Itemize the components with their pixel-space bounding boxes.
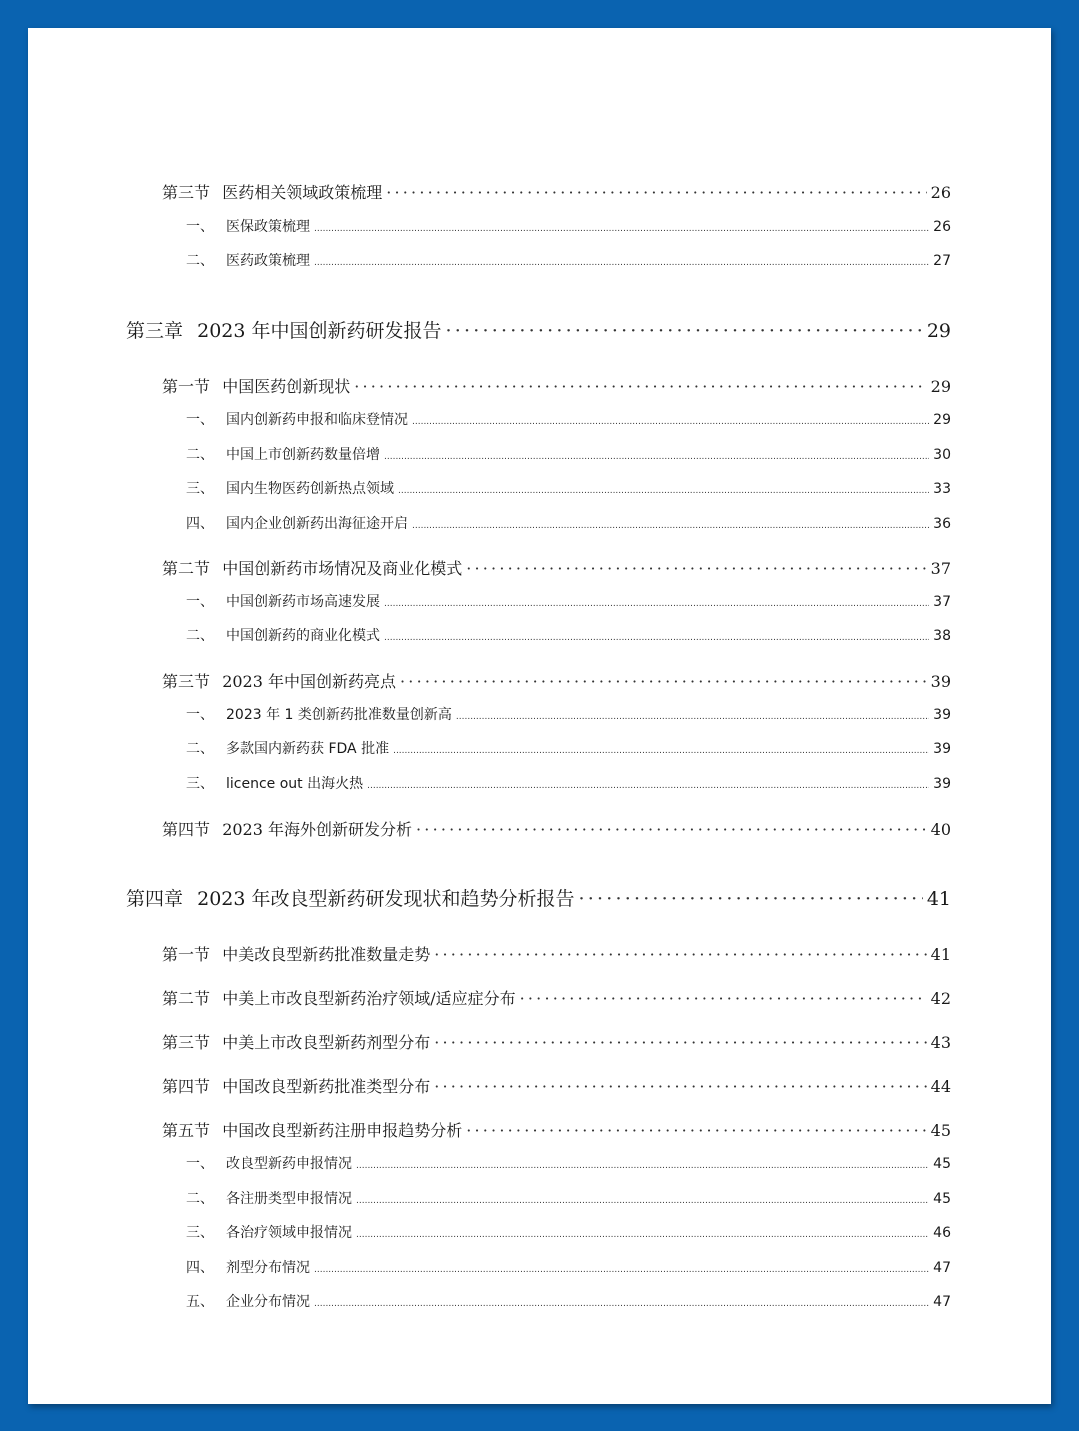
- toc-section-label: 第二节: [162, 559, 211, 578]
- toc-item-number: 一、: [186, 1156, 214, 1172]
- dot-leader: [520, 989, 927, 1008]
- toc-section[interactable]: [162, 817, 951, 840]
- toc-section-label: 第四节: [162, 1077, 211, 1096]
- toc-page-number: 26: [930, 183, 951, 202]
- toc-item-number: 二、: [186, 447, 214, 463]
- toc-entry-title: 各注册类型申报情况: [226, 1191, 352, 1207]
- toc-entry-title: 医保政策梳理: [226, 219, 310, 235]
- toc-entry-heading: [186, 216, 310, 236]
- toc-entry-heading: [186, 1291, 310, 1311]
- toc-entry-title: 国内生物医药创新热点领域: [226, 481, 394, 497]
- dot-leader: [398, 481, 929, 497]
- toc-entry-title: 中国医药创新现状: [222, 377, 351, 396]
- toc-entry-heading: [186, 773, 363, 793]
- toc-entry-title: 国内企业创新药出海征途开启: [226, 516, 408, 532]
- toc-item[interactable]: [186, 478, 951, 498]
- toc-page-number: 27: [933, 253, 951, 269]
- toc-entry-heading: [162, 1118, 462, 1141]
- toc-item-number: 一、: [186, 219, 214, 235]
- dot-leader: [356, 1225, 929, 1241]
- toc-item[interactable]: [186, 513, 951, 533]
- toc-item[interactable]: [186, 444, 951, 464]
- dot-leader: [393, 741, 929, 757]
- toc-section[interactable]: [162, 1030, 951, 1053]
- toc-entry-title: 中国改良型新药批准类型分布: [222, 1077, 431, 1096]
- dot-leader: [356, 1156, 929, 1172]
- dot-leader: [434, 945, 926, 964]
- toc-item[interactable]: [186, 409, 951, 429]
- toc-item-number: 三、: [186, 776, 214, 792]
- toc-entry-heading: [162, 1074, 430, 1097]
- dot-leader: [446, 320, 923, 342]
- toc-entry-title: 2023 年中国创新药亮点: [222, 672, 396, 691]
- toc-entry-heading: [186, 1222, 352, 1242]
- toc-entry-heading: [126, 316, 442, 343]
- dot-leader: [434, 1077, 926, 1096]
- toc-entry-title: 改良型新药申报情况: [226, 1156, 352, 1172]
- toc-entry-heading: [186, 250, 310, 270]
- dot-leader: [412, 516, 929, 532]
- toc-entry-title: 中国创新药市场高速发展: [226, 594, 380, 610]
- toc-page-number: 44: [930, 1077, 951, 1096]
- dot-leader: [386, 183, 926, 202]
- toc-page-number: 45: [933, 1191, 951, 1207]
- toc-page-number: 45: [930, 1121, 951, 1140]
- toc-chapter[interactable]: [126, 884, 951, 911]
- toc-item[interactable]: [186, 216, 951, 236]
- toc-item-number: 一、: [186, 707, 214, 723]
- dot-leader: [412, 412, 929, 428]
- toc-page-number: 42: [930, 989, 951, 1008]
- toc-entry-title: 中美上市改良型新药治疗领域/适应症分布: [222, 989, 516, 1008]
- toc-item[interactable]: [186, 1153, 951, 1173]
- toc-page-number: 41: [930, 945, 951, 964]
- toc-chapter[interactable]: [126, 316, 951, 343]
- toc-section-label: 第五节: [162, 1121, 211, 1140]
- toc-page-number: 39: [933, 707, 951, 723]
- toc-item-number: 一、: [186, 594, 214, 610]
- toc-entry-heading: [162, 180, 382, 203]
- table-of-contents: [28, 28, 1051, 1404]
- dot-leader: [314, 253, 929, 269]
- toc-entry-title: 各治疗领域申报情况: [226, 1225, 352, 1241]
- toc-item-number: 二、: [186, 1191, 214, 1207]
- toc-entry-title: 中美改良型新药批准数量走势: [222, 945, 431, 964]
- toc-page-number: 30: [933, 447, 951, 463]
- toc-entry-heading: [186, 444, 380, 464]
- toc-section-label: 第三节: [162, 672, 211, 691]
- toc-section-label: 第一节: [162, 377, 211, 396]
- toc-item-number: 二、: [186, 628, 214, 644]
- document-page: [28, 28, 1051, 1404]
- toc-entry-title: 2023 年海外创新研发分析: [222, 820, 412, 839]
- toc-page-number: 40: [930, 820, 951, 839]
- toc-entry-title: 中美上市改良型新药剂型分布: [222, 1033, 431, 1052]
- toc-section[interactable]: [162, 1118, 951, 1141]
- toc-item-number: 四、: [186, 1260, 214, 1276]
- toc-item[interactable]: [186, 704, 951, 724]
- toc-entry-title: 医药政策梳理: [226, 253, 310, 269]
- toc-page-number: 33: [933, 481, 951, 497]
- toc-item[interactable]: [186, 773, 951, 793]
- toc-entry-heading: [162, 1030, 430, 1053]
- toc-entry-title: 2023 年 1 类创新药批准数量创新高: [226, 707, 452, 723]
- toc-entry-title: 2023 年中国创新药研发报告: [197, 320, 442, 342]
- toc-section-label: 第三节: [162, 1033, 211, 1052]
- toc-entry-heading: [186, 1188, 352, 1208]
- toc-entry-heading: [186, 513, 408, 533]
- dot-leader: [579, 888, 923, 910]
- toc-item[interactable]: [186, 1188, 951, 1208]
- toc-item[interactable]: [186, 625, 951, 645]
- toc-entry-title: 剂型分布情况: [226, 1260, 310, 1276]
- dot-leader: [400, 672, 927, 691]
- toc-section[interactable]: [162, 986, 951, 1009]
- toc-item[interactable]: [186, 250, 951, 270]
- toc-page-number: 29: [933, 412, 951, 428]
- toc-page-number: 39: [933, 741, 951, 757]
- dot-leader: [314, 219, 929, 235]
- toc-entry-heading: [186, 738, 389, 758]
- toc-entry-heading: [162, 669, 396, 692]
- toc-entry-heading: [186, 409, 408, 429]
- toc-page-number: 46: [933, 1225, 951, 1241]
- toc-page-number: 36: [933, 516, 951, 532]
- toc-page-number: 45: [933, 1156, 951, 1172]
- toc-page-number: 41: [926, 888, 951, 910]
- dot-leader: [416, 820, 927, 839]
- toc-entry-heading: [162, 986, 516, 1009]
- toc-entry-heading: [186, 478, 394, 498]
- toc-entry-title: 多款国内新药获 FDA 批准: [226, 741, 390, 757]
- toc-entry-title: 中国改良型新药注册申报趋势分析: [222, 1121, 463, 1140]
- toc-page-number: 39: [930, 672, 951, 691]
- toc-section[interactable]: [162, 374, 951, 397]
- toc-section[interactable]: [162, 1074, 951, 1097]
- toc-entry-title: licence out 出海火热: [226, 776, 364, 792]
- dot-leader: [384, 447, 929, 463]
- toc-entry-heading: [162, 817, 412, 840]
- toc-item[interactable]: [186, 1291, 951, 1311]
- toc-section[interactable]: [162, 556, 951, 579]
- toc-page-number: 47: [933, 1260, 951, 1276]
- toc-item-number: 二、: [186, 741, 214, 757]
- dot-leader: [384, 628, 929, 644]
- dot-leader: [384, 594, 929, 610]
- toc-entry-heading: [162, 556, 462, 579]
- dot-leader: [314, 1294, 929, 1310]
- dot-leader: [314, 1260, 929, 1276]
- dot-leader: [466, 559, 926, 578]
- toc-page-number: 39: [933, 776, 951, 792]
- dot-leader: [434, 1033, 926, 1052]
- toc-entry-heading: [162, 942, 430, 965]
- dot-leader: [466, 1121, 926, 1140]
- toc-chapter-label: 第三章: [126, 320, 184, 342]
- toc-item[interactable]: [186, 1222, 951, 1242]
- toc-chapter-label: 第四章: [126, 888, 184, 910]
- toc-page-number: 37: [933, 594, 951, 610]
- toc-item[interactable]: [186, 591, 951, 611]
- toc-entry-title: 中国上市创新药数量倍增: [226, 447, 380, 463]
- toc-entry-heading: [162, 374, 350, 397]
- toc-section[interactable]: [162, 669, 951, 692]
- toc-page-number: 37: [930, 559, 951, 578]
- toc-entry-heading: [186, 1153, 352, 1173]
- toc-entry-heading: [186, 591, 380, 611]
- toc-item[interactable]: [186, 1257, 951, 1277]
- dot-leader: [356, 1191, 929, 1207]
- toc-item-number: 三、: [186, 481, 214, 497]
- toc-page-number: 29: [930, 377, 951, 396]
- toc-page-number: 43: [930, 1033, 951, 1052]
- toc-section[interactable]: [162, 942, 951, 965]
- toc-page-number: 47: [933, 1294, 951, 1310]
- toc-section[interactable]: [162, 180, 951, 203]
- toc-item-number: 一、: [186, 412, 214, 428]
- toc-page-number: 29: [926, 320, 951, 342]
- toc-entry-heading: [186, 704, 452, 724]
- toc-item-number: 二、: [186, 253, 214, 269]
- toc-entry-title: 中国创新药市场情况及商业化模式: [222, 559, 463, 578]
- toc-entry-title: 医药相关领域政策梳理: [222, 183, 383, 202]
- toc-section-label: 第一节: [162, 945, 211, 964]
- toc-entry-heading: [186, 1257, 310, 1277]
- toc-entry-title: 国内创新药申报和临床登情况: [226, 412, 408, 428]
- toc-entry-heading: [126, 884, 575, 911]
- toc-entry-heading: [186, 625, 380, 645]
- toc-item-number: 三、: [186, 1225, 214, 1241]
- toc-entry-title: 企业分布情况: [226, 1294, 310, 1310]
- dot-leader: [367, 776, 929, 792]
- toc-entry-title: 中国创新药的商业化模式: [226, 628, 380, 644]
- toc-section-label: 第三节: [162, 183, 211, 202]
- dot-leader: [456, 707, 929, 723]
- dot-leader: [354, 377, 926, 396]
- toc-entry-title: 2023 年改良型新药研发现状和趋势分析报告: [197, 888, 575, 910]
- toc-section-label: 第二节: [162, 989, 211, 1008]
- toc-item[interactable]: [186, 738, 951, 758]
- toc-section-label: 第四节: [162, 820, 211, 839]
- toc-item-number: 四、: [186, 516, 214, 532]
- toc-page-number: 38: [933, 628, 951, 644]
- toc-page-number: 26: [933, 219, 951, 235]
- toc-item-number: 五、: [186, 1294, 214, 1310]
